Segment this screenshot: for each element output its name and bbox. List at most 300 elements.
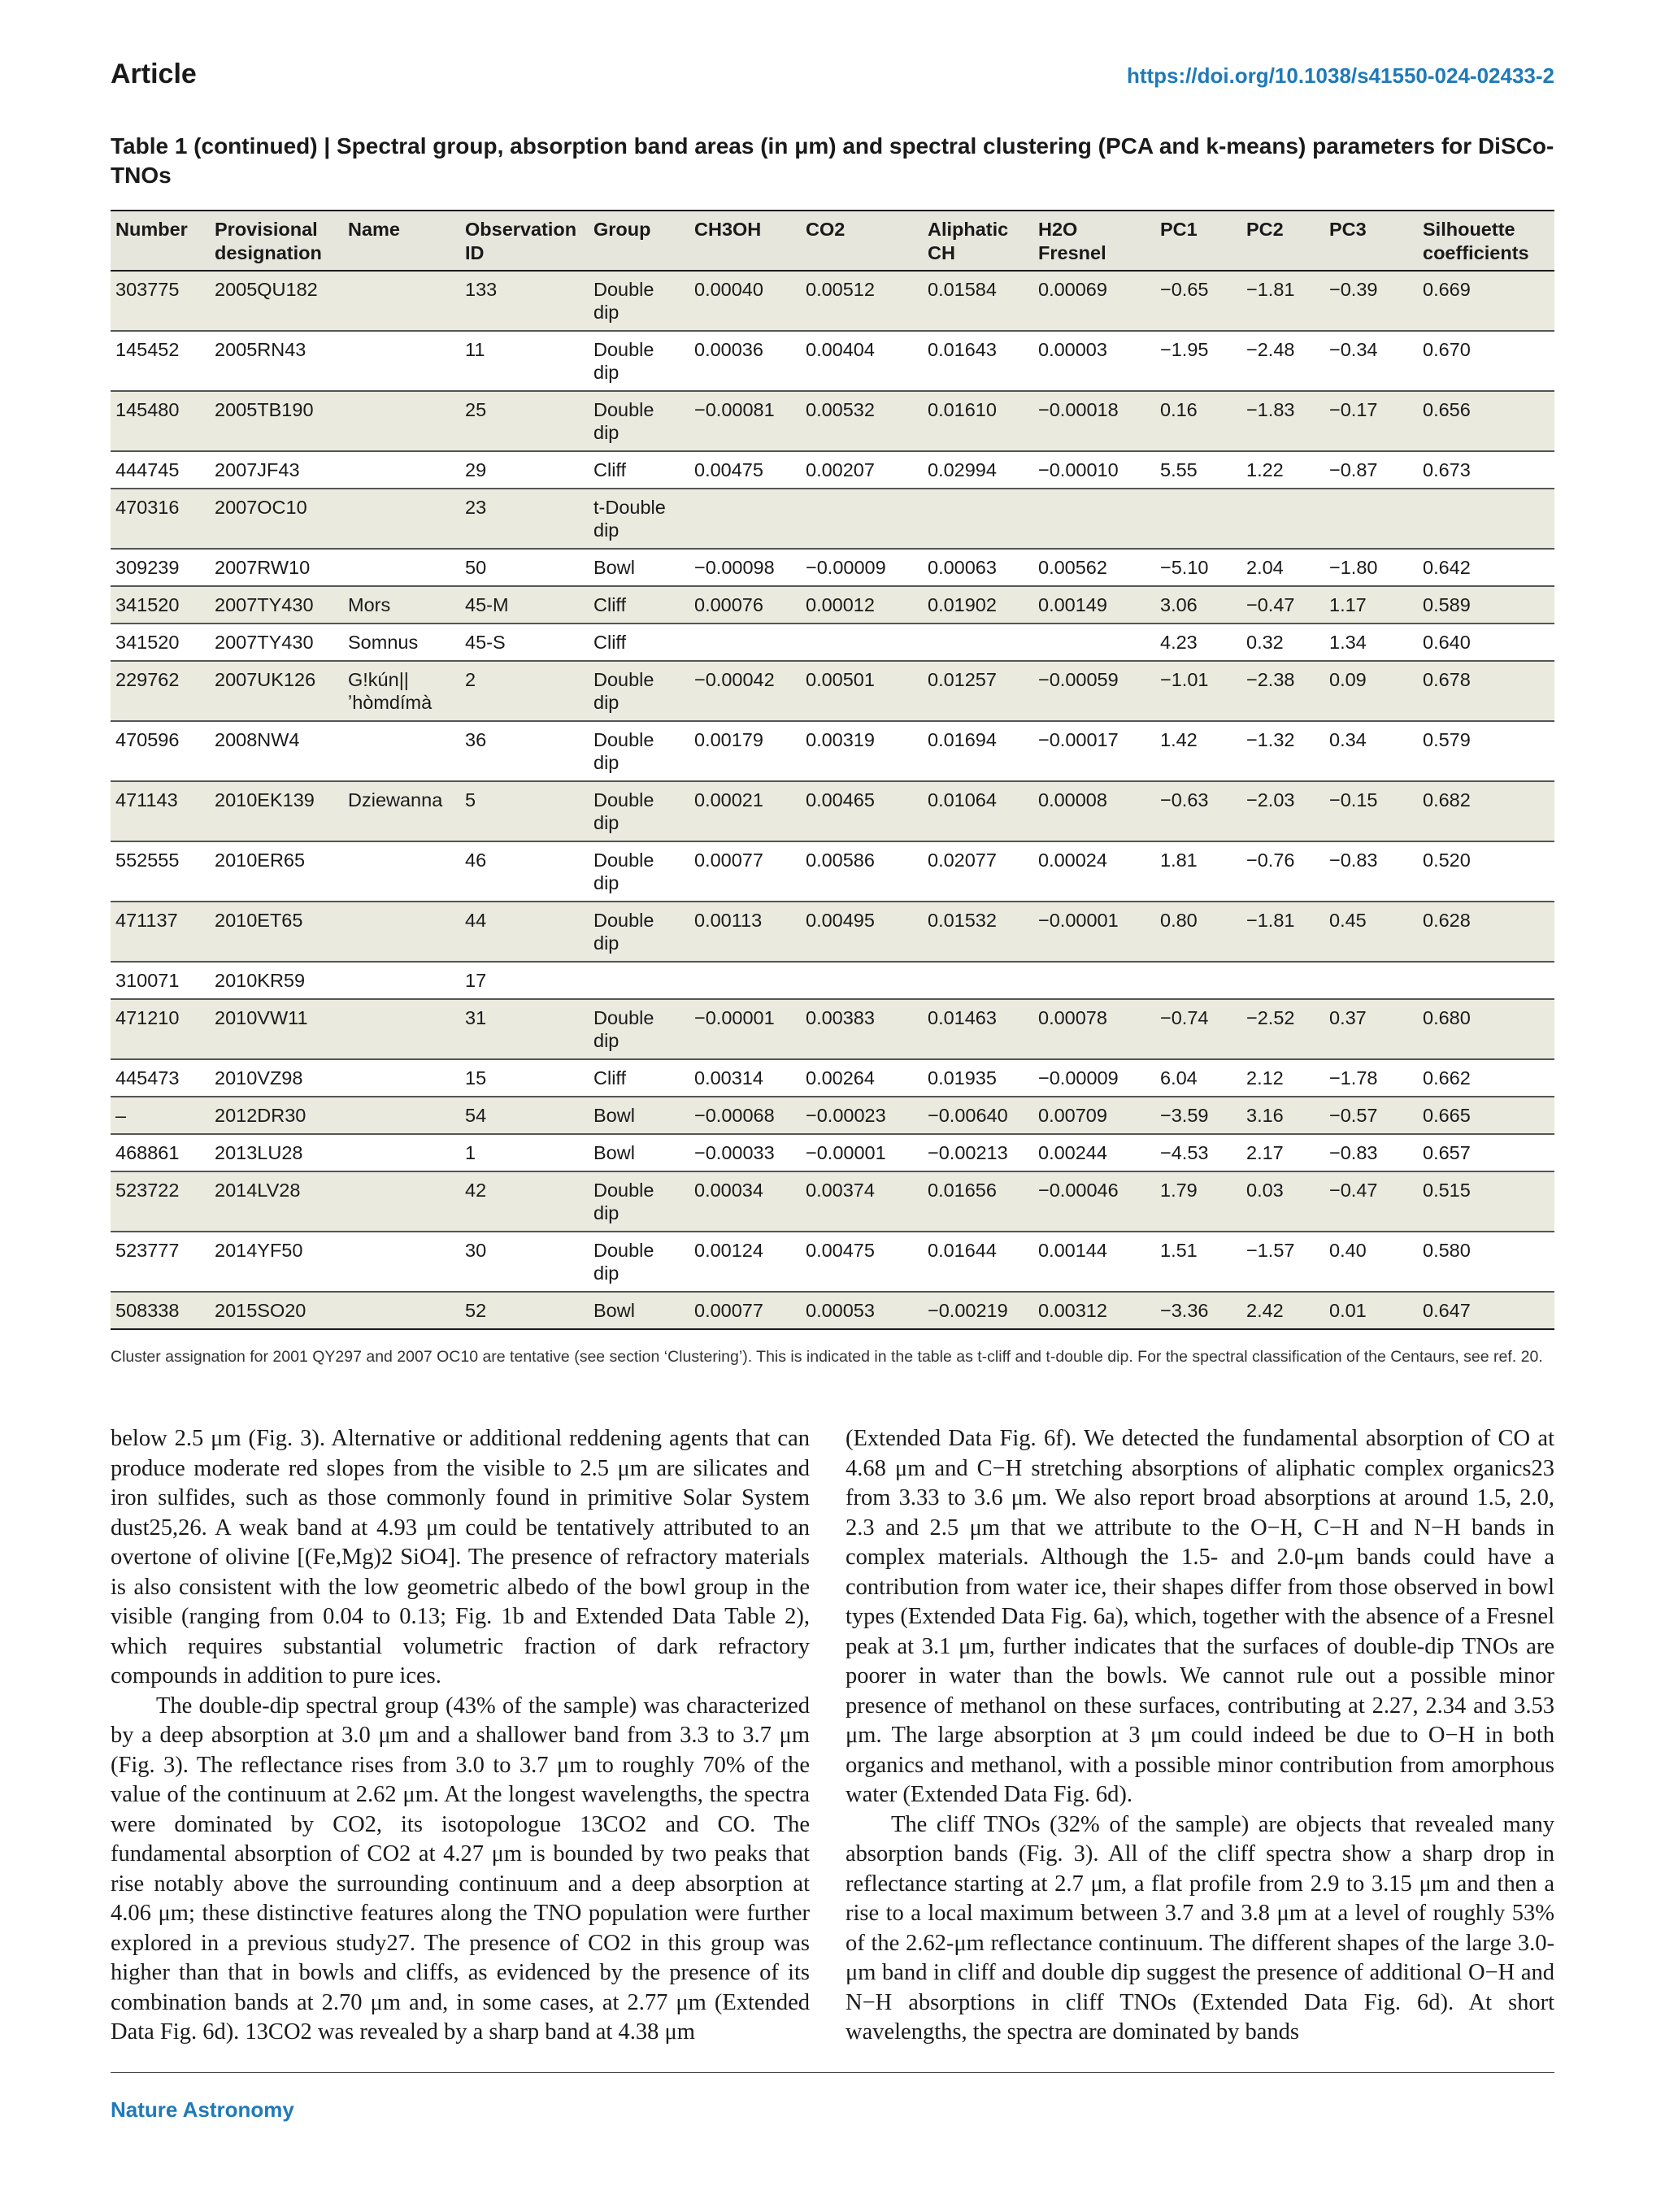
cell-observation-id: 52 [460, 1292, 589, 1329]
cell-observation-id: 25 [460, 391, 589, 451]
cell-pc1: −3.36 [1155, 1292, 1241, 1329]
col-header-pc1: PC1 [1155, 211, 1241, 271]
cell-group: Double dip [589, 271, 689, 331]
cell-observation-id: 44 [460, 902, 589, 962]
table-row [111, 902, 1554, 962]
cell-h2o-fresnel: 0.00069 [1033, 271, 1155, 331]
cell-pc2: −1.57 [1241, 1232, 1324, 1292]
cell-pc3: −0.39 [1324, 271, 1418, 331]
cell-h2o-fresnel: −0.00001 [1033, 902, 1155, 962]
cell-provisional-designation: 2013LU28 [210, 1134, 343, 1171]
cell-pc3: −0.34 [1324, 331, 1418, 391]
cell-provisional-designation: 2007RW10 [210, 549, 343, 586]
cell-observation-id: 1 [460, 1134, 589, 1171]
cell-h2o-fresnel: 0.00144 [1033, 1232, 1155, 1292]
cell-name [343, 1134, 460, 1171]
cell-co2: 0.00465 [801, 781, 923, 841]
paragraph: The cliff TNOs (32% of the sample) are objects that revealed many absorption bands (Fig. 3). All of the cliff spectra show a sharp drop in reflectance starting at 2.7 μm, a flat profile from 2.9 to 3.15 μm and then a rise to a local maximum between 3.7 and 3.8 μm at a level of roughly 53% of the 2.62-μm reflectance continuum. The different shapes of the large 3.0-μm band in cliff and double dip suggest the presence of additional O−H and N−H absorptions in cliff TNOs (Extended Data Fig. 6d). At short wavelengths, the spectra are dominated by bands [846, 1811, 1554, 2045]
cell-aliphatic-ch [923, 962, 1033, 999]
cell-provisional-designation: 2005QU182 [210, 271, 343, 331]
cell-co2: 0.00512 [801, 271, 923, 331]
cell-silhouette: 0.589 [1418, 586, 1554, 624]
cell-h2o-fresnel: 0.00709 [1033, 1097, 1155, 1134]
cell-silhouette [1418, 962, 1554, 999]
cell-silhouette: 0.673 [1418, 451, 1554, 489]
cell-name [343, 1171, 460, 1232]
cell-name [343, 391, 460, 451]
table-row [111, 999, 1554, 1059]
cell-pc3: −0.17 [1324, 391, 1418, 451]
cell-silhouette: 0.520 [1418, 841, 1554, 902]
table-row [111, 489, 1554, 549]
cell-pc1: −4.53 [1155, 1134, 1241, 1171]
cell-name [343, 271, 460, 331]
cell-name: G!kún||ʼhòmdímà [343, 661, 460, 721]
cell-ch3oh [689, 624, 801, 661]
body-column-right [846, 1424, 1554, 2048]
table-row [111, 586, 1554, 624]
cell-pc3: 0.37 [1324, 999, 1418, 1059]
cell-provisional-designation: 2007JF43 [210, 451, 343, 489]
cell-ch3oh: −0.00042 [689, 661, 801, 721]
cell-co2: 0.00495 [801, 902, 923, 962]
cell-pc1: −0.63 [1155, 781, 1241, 841]
cell-name [343, 549, 460, 586]
cell-silhouette: 0.647 [1418, 1292, 1554, 1329]
table-row [111, 841, 1554, 902]
cell-co2: 0.00383 [801, 999, 923, 1059]
cell-pc3: 0.09 [1324, 661, 1418, 721]
cell-aliphatic-ch: 0.00063 [923, 549, 1033, 586]
col-header-observation-id: Observation ID [460, 211, 589, 271]
cell-observation-id: 23 [460, 489, 589, 549]
footer-divider [111, 2072, 1554, 2073]
cell-aliphatic-ch: 0.01644 [923, 1232, 1033, 1292]
cell-provisional-designation: 2007TY430 [210, 624, 343, 661]
cell-number: 309239 [111, 549, 210, 586]
cell-group: Cliff [589, 1059, 689, 1097]
cell-number: 523777 [111, 1232, 210, 1292]
cell-silhouette: 0.642 [1418, 549, 1554, 586]
cell-pc3: −0.87 [1324, 451, 1418, 489]
cell-ch3oh: −0.00098 [689, 549, 801, 586]
paragraph: below 2.5 μm (Fig. 3). Alternative or additional reddening agents that can produce moderate red slopes from the visible to 2.5 μm are silicates and iron sulfides, such as those commonly found in primitive Solar System dust25,26. A weak band at 4.93 μm could be tentatively attributed to an overtone of olivine [(Fe,Mg)2 SiO4]. The presence of refractory materials is also consistent with the low geometric albedo of the bowl group in the visible (ranging from 0.04 to 0.13; Fig. 1b and Extended Data Table 2), which requires substantial volumetric fraction of dark refractory compounds in addition to pure ices. [111, 1426, 810, 1688]
cell-provisional-designation: 2014YF50 [210, 1232, 343, 1292]
cell-name [343, 489, 460, 549]
cell-pc3: 1.34 [1324, 624, 1418, 661]
cell-name [343, 999, 460, 1059]
cell-name: Mors [343, 586, 460, 624]
cell-provisional-designation: 2007OC10 [210, 489, 343, 549]
cell-observation-id: 5 [460, 781, 589, 841]
table-row [111, 331, 1554, 391]
cell-number: 145452 [111, 331, 210, 391]
cell-provisional-designation: 2008NW4 [210, 721, 343, 781]
cell-group: Double dip [589, 331, 689, 391]
cell-pc2: 1.22 [1241, 451, 1324, 489]
cell-group: Double dip [589, 999, 689, 1059]
cell-silhouette: 0.678 [1418, 661, 1554, 721]
table-row [111, 451, 1554, 489]
cell-silhouette: 0.682 [1418, 781, 1554, 841]
cell-h2o-fresnel: 0.00003 [1033, 331, 1155, 391]
col-header-silhouette-coefficients: Silhouette coefficients [1418, 211, 1554, 271]
cell-co2: 0.00264 [801, 1059, 923, 1097]
cell-aliphatic-ch: 0.01584 [923, 271, 1033, 331]
cell-provisional-designation: 2005TB190 [210, 391, 343, 451]
cell-ch3oh: −0.00068 [689, 1097, 801, 1134]
cell-silhouette: 0.640 [1418, 624, 1554, 661]
table-row [111, 1134, 1554, 1171]
cell-pc3: −0.83 [1324, 1134, 1418, 1171]
cell-observation-id: 17 [460, 962, 589, 999]
cell-h2o-fresnel: 0.00562 [1033, 549, 1155, 586]
cell-silhouette: 0.680 [1418, 999, 1554, 1059]
cell-name [343, 1059, 460, 1097]
cell-pc3: −0.47 [1324, 1171, 1418, 1232]
cell-pc1: 1.51 [1155, 1232, 1241, 1292]
cell-pc1 [1155, 489, 1241, 549]
cell-observation-id: 45-S [460, 624, 589, 661]
cell-pc2: 2.12 [1241, 1059, 1324, 1097]
cell-group: Bowl [589, 549, 689, 586]
cell-name: Dziewanna [343, 781, 460, 841]
cell-ch3oh: 0.00179 [689, 721, 801, 781]
cell-aliphatic-ch: 0.01656 [923, 1171, 1033, 1232]
cell-number: 445473 [111, 1059, 210, 1097]
cell-pc2: −2.52 [1241, 999, 1324, 1059]
cell-observation-id: 29 [460, 451, 589, 489]
cell-provisional-designation: 2005RN43 [210, 331, 343, 391]
cell-aliphatic-ch: −0.00640 [923, 1097, 1033, 1134]
cell-h2o-fresnel: 0.00008 [1033, 781, 1155, 841]
cell-group: Double dip [589, 661, 689, 721]
cell-observation-id: 36 [460, 721, 589, 781]
cell-pc3: −1.80 [1324, 549, 1418, 586]
cell-ch3oh: −0.00033 [689, 1134, 801, 1171]
paragraph: The double-dip spectral group (43% of the sample) was characterized by a deep absorption at 3.0 μm and a shallower band from 3.3 to 3.7 μm (Fig. 3). The reflectance rises from 3.0 to 3.7 μm to roughly 70% of the value of the continuum at 2.62 μm. At the longest wavelengths, the spectra were dominated by CO2, its isotopologue 13CO2 and CO. The fundamental absorption of CO2 at 4.27 μm is bounded by two peaks that rise notably above the surrounding continuum and a deep absorption at 4.06 μm; these distinctive features along the TNO population were further explored in a previous study27. The presence of CO2 in this group was higher than that in bowls and cliffs, as evidenced by the presence of its combination bands at 2.70 μm and, in some cases, at 2.77 μm (Extended Data Fig. 6d). 13CO2 was revealed by a sharp band at 4.38 μm [111, 1693, 810, 2045]
cell-co2: 0.00501 [801, 661, 923, 721]
col-header-provisional-designation: Provisional designation [210, 211, 343, 271]
cell-group: Double dip [589, 902, 689, 962]
table-row [111, 661, 1554, 721]
cell-aliphatic-ch: 0.01257 [923, 661, 1033, 721]
cell-pc1: 1.81 [1155, 841, 1241, 902]
cell-co2: 0.00207 [801, 451, 923, 489]
cell-pc1: 5.55 [1155, 451, 1241, 489]
table-row [111, 624, 1554, 661]
table-footnote: Cluster assignation for 2001 QY297 and 2007 OC10 are tentative (see section ‘Clustering’). This is indicated in the table as t-cliff and t-double dip. For the spectral classification of the Centaurs, see ref. 20. [111, 1348, 1543, 1366]
cell-number: – [111, 1097, 210, 1134]
cell-pc2: −2.38 [1241, 661, 1324, 721]
cell-aliphatic-ch: 0.02077 [923, 841, 1033, 902]
cell-pc2: −2.48 [1241, 331, 1324, 391]
cell-observation-id: 11 [460, 331, 589, 391]
cell-aliphatic-ch [923, 489, 1033, 549]
cell-pc3: −1.78 [1324, 1059, 1418, 1097]
cell-observation-id: 46 [460, 841, 589, 902]
cell-group: Double dip [589, 841, 689, 902]
data-table [111, 210, 1554, 1330]
cell-ch3oh: 0.00113 [689, 902, 801, 962]
cell-pc2: 2.04 [1241, 549, 1324, 586]
cell-ch3oh: 0.00034 [689, 1171, 801, 1232]
cell-pc3: −0.15 [1324, 781, 1418, 841]
cell-aliphatic-ch: 0.01610 [923, 391, 1033, 451]
cell-pc2: 3.16 [1241, 1097, 1324, 1134]
cell-observation-id: 31 [460, 999, 589, 1059]
cell-pc3: 0.45 [1324, 902, 1418, 962]
cell-aliphatic-ch: 0.01643 [923, 331, 1033, 391]
cell-pc2: −1.32 [1241, 721, 1324, 781]
cell-pc1: 4.23 [1155, 624, 1241, 661]
cell-name [343, 1232, 460, 1292]
cell-observation-id: 133 [460, 271, 589, 331]
cell-name: Somnus [343, 624, 460, 661]
cell-group: Bowl [589, 1097, 689, 1134]
cell-ch3oh: 0.00021 [689, 781, 801, 841]
cell-pc2: −1.81 [1241, 271, 1324, 331]
cell-number: 471143 [111, 781, 210, 841]
cell-observation-id: 15 [460, 1059, 589, 1097]
cell-provisional-designation: 2010EK139 [210, 781, 343, 841]
cell-provisional-designation: 2012DR30 [210, 1097, 343, 1134]
cell-pc2: 0.32 [1241, 624, 1324, 661]
cell-pc2: −1.81 [1241, 902, 1324, 962]
col-header-pc3: PC3 [1324, 211, 1418, 271]
cell-name [343, 1097, 460, 1134]
cell-pc1: 1.79 [1155, 1171, 1241, 1232]
cell-number: 470596 [111, 721, 210, 781]
cell-aliphatic-ch: −0.00213 [923, 1134, 1033, 1171]
cell-name [343, 331, 460, 391]
cell-observation-id: 2 [460, 661, 589, 721]
cell-co2: 0.00374 [801, 1171, 923, 1232]
journal-name: Nature Astronomy [111, 2097, 294, 2122]
cell-number: 468861 [111, 1134, 210, 1171]
cell-pc3: 0.40 [1324, 1232, 1418, 1292]
cell-pc1: −0.65 [1155, 271, 1241, 331]
col-header-name: Name [343, 211, 460, 271]
cell-ch3oh: −0.00081 [689, 391, 801, 451]
cell-number: 341520 [111, 624, 210, 661]
cell-pc1: −1.01 [1155, 661, 1241, 721]
cell-h2o-fresnel: −0.00059 [1033, 661, 1155, 721]
cell-name [343, 721, 460, 781]
cell-co2: 0.00012 [801, 586, 923, 624]
cell-number: 444745 [111, 451, 210, 489]
cell-aliphatic-ch: 0.01064 [923, 781, 1033, 841]
table-title: Table 1 (continued) | Spectral group, absorption band areas (in μm) and spectral clustering (PCA and k-means) parameters for DiSCo-TNOs [111, 133, 1554, 188]
cell-pc1: 3.06 [1155, 586, 1241, 624]
cell-pc1: −5.10 [1155, 549, 1241, 586]
cell-observation-id: 30 [460, 1232, 589, 1292]
cell-h2o-fresnel: 0.00312 [1033, 1292, 1155, 1329]
cell-ch3oh: 0.00124 [689, 1232, 801, 1292]
cell-group: Bowl [589, 1292, 689, 1329]
cell-observation-id: 54 [460, 1097, 589, 1134]
cell-provisional-designation: 2007UK126 [210, 661, 343, 721]
cell-ch3oh: 0.00475 [689, 451, 801, 489]
cell-aliphatic-ch: 0.01902 [923, 586, 1033, 624]
cell-name [343, 841, 460, 902]
cell-pc3 [1324, 962, 1418, 999]
cell-aliphatic-ch: 0.02994 [923, 451, 1033, 489]
cell-co2 [801, 962, 923, 999]
cell-provisional-designation: 2007TY430 [210, 586, 343, 624]
cell-h2o-fresnel [1033, 962, 1155, 999]
table-row [111, 1292, 1554, 1329]
cell-ch3oh: 0.00040 [689, 271, 801, 331]
page-header [111, 59, 1554, 99]
cell-observation-id: 42 [460, 1171, 589, 1232]
cell-h2o-fresnel: −0.00010 [1033, 451, 1155, 489]
col-header-co2: CO2 [801, 211, 923, 271]
cell-name [343, 1292, 460, 1329]
cell-number: 145480 [111, 391, 210, 451]
cell-pc1: 0.16 [1155, 391, 1241, 451]
cell-co2: 0.00475 [801, 1232, 923, 1292]
cell-co2: 0.00053 [801, 1292, 923, 1329]
cell-ch3oh [689, 962, 801, 999]
cell-silhouette: 0.665 [1418, 1097, 1554, 1134]
cell-pc1: 6.04 [1155, 1059, 1241, 1097]
cell-ch3oh [689, 489, 801, 549]
cell-co2 [801, 489, 923, 549]
paragraph: (Extended Data Fig. 6f). We detected the fundamental absorption of CO at 4.68 μm and C−H stretching absorptions of aliphatic complex organics23 from 3.33 to 3.6 μm. We also report broad absorptions at around 1.5, 2.0, 2.3 and 2.5 μm that we attribute to the O−H, C−H and N−H bands in complex materials. Although the 1.5- and 2.0-μm bands could have a contribution from water ice, their shapes differ from those observed in bowl types (Extended Data Fig. 6a), which, together with the absence of a Fresnel peak at 3.1 μm, further indicates that the surfaces of double-dip TNOs are poorer in water than the bowls. We cannot rule out a possible minor presence of methanol on these surfaces, contributing at 2.27, 2.34 and 3.53 μm. The large absorption at 3 μm could indeed be due to O−H in both organics and methanol, with a possible minor contribution from amorphous water (Extended Data Fig. 6d). [846, 1426, 1554, 1807]
cell-co2: 0.00586 [801, 841, 923, 902]
cell-aliphatic-ch: 0.01463 [923, 999, 1033, 1059]
cell-number: 552555 [111, 841, 210, 902]
cell-pc3: −0.57 [1324, 1097, 1418, 1134]
cell-pc2: −0.47 [1241, 586, 1324, 624]
cell-silhouette: 0.656 [1418, 391, 1554, 451]
col-header-pc2: PC2 [1241, 211, 1324, 271]
cell-aliphatic-ch: 0.01694 [923, 721, 1033, 781]
section-label: Article [111, 59, 197, 89]
cell-silhouette: 0.515 [1418, 1171, 1554, 1232]
cell-h2o-fresnel: 0.00024 [1033, 841, 1155, 902]
table-row [111, 1059, 1554, 1097]
cell-provisional-designation: 2010ET65 [210, 902, 343, 962]
cell-co2: −0.00023 [801, 1097, 923, 1134]
col-header-number: Number [111, 211, 210, 271]
table-row [111, 1097, 1554, 1134]
cell-number: 523722 [111, 1171, 210, 1232]
cell-ch3oh: −0.00001 [689, 999, 801, 1059]
cell-h2o-fresnel [1033, 489, 1155, 549]
table-body [111, 271, 1554, 1329]
cell-observation-id: 45-M [460, 586, 589, 624]
cell-h2o-fresnel: 0.00078 [1033, 999, 1155, 1059]
cell-silhouette: 0.662 [1418, 1059, 1554, 1097]
cell-h2o-fresnel: −0.00009 [1033, 1059, 1155, 1097]
cell-name [343, 451, 460, 489]
cell-number: 310071 [111, 962, 210, 999]
table-header-row [111, 211, 1554, 271]
cell-pc1 [1155, 962, 1241, 999]
cell-co2 [801, 624, 923, 661]
cell-provisional-designation: 2010VZ98 [210, 1059, 343, 1097]
cell-number: 508338 [111, 1292, 210, 1329]
cell-pc3 [1324, 489, 1418, 549]
cell-group: Double dip [589, 1171, 689, 1232]
cell-number: 303775 [111, 271, 210, 331]
cell-silhouette: 0.580 [1418, 1232, 1554, 1292]
cell-pc3: 0.01 [1324, 1292, 1418, 1329]
cell-h2o-fresnel: −0.00017 [1033, 721, 1155, 781]
col-header-h2o-fresnel: H2O Fresnel [1033, 211, 1155, 271]
cell-group [589, 962, 689, 999]
cell-h2o-fresnel: −0.00046 [1033, 1171, 1155, 1232]
cell-pc2: 2.17 [1241, 1134, 1324, 1171]
cell-group: Double dip [589, 1232, 689, 1292]
cell-group: Bowl [589, 1134, 689, 1171]
table-row [111, 781, 1554, 841]
cell-pc1: −0.74 [1155, 999, 1241, 1059]
cell-name [343, 962, 460, 999]
cell-group: Double dip [589, 721, 689, 781]
table-row [111, 721, 1554, 781]
cell-number: 471137 [111, 902, 210, 962]
cell-co2: −0.00001 [801, 1134, 923, 1171]
cell-ch3oh: 0.00036 [689, 331, 801, 391]
cell-provisional-designation: 2015SO20 [210, 1292, 343, 1329]
cell-provisional-designation: 2014LV28 [210, 1171, 343, 1232]
cell-group: Cliff [589, 624, 689, 661]
cell-group: Double dip [589, 391, 689, 451]
cell-pc1: −1.95 [1155, 331, 1241, 391]
table-row [111, 271, 1554, 331]
cell-pc1: 1.42 [1155, 721, 1241, 781]
cell-ch3oh: 0.00076 [689, 586, 801, 624]
cell-group: Cliff [589, 586, 689, 624]
table-row [111, 1232, 1554, 1292]
cell-provisional-designation: 2010ER65 [210, 841, 343, 902]
cell-pc2: 2.42 [1241, 1292, 1324, 1329]
doi-link[interactable]: https://doi.org/10.1038/s41550-024-02433-2 [1126, 63, 1554, 88]
cell-provisional-designation: 2010VW11 [210, 999, 343, 1059]
cell-pc2: 0.03 [1241, 1171, 1324, 1232]
cell-co2: 0.00319 [801, 721, 923, 781]
cell-silhouette: 0.657 [1418, 1134, 1554, 1171]
cell-pc3: −0.83 [1324, 841, 1418, 902]
cell-aliphatic-ch [923, 624, 1033, 661]
cell-h2o-fresnel: 0.00244 [1033, 1134, 1155, 1171]
body-column-left [111, 1424, 810, 2048]
cell-observation-id: 50 [460, 549, 589, 586]
cell-co2: 0.00404 [801, 331, 923, 391]
cell-number: 341520 [111, 586, 210, 624]
cell-pc2 [1241, 962, 1324, 999]
cell-aliphatic-ch: 0.01532 [923, 902, 1033, 962]
cell-number: 471210 [111, 999, 210, 1059]
table-row [111, 1171, 1554, 1232]
table-row [111, 962, 1554, 999]
cell-pc2: −0.76 [1241, 841, 1324, 902]
cell-silhouette: 0.579 [1418, 721, 1554, 781]
cell-pc2: −1.83 [1241, 391, 1324, 451]
col-header-aliphatic-ch: Aliphatic CH [923, 211, 1033, 271]
cell-silhouette [1418, 489, 1554, 549]
cell-group: t-Double dip [589, 489, 689, 549]
cell-ch3oh: 0.00077 [689, 841, 801, 902]
cell-aliphatic-ch: 0.01935 [923, 1059, 1033, 1097]
table-row [111, 549, 1554, 586]
cell-pc2 [1241, 489, 1324, 549]
cell-pc3: 0.34 [1324, 721, 1418, 781]
cell-aliphatic-ch: −0.00219 [923, 1292, 1033, 1329]
